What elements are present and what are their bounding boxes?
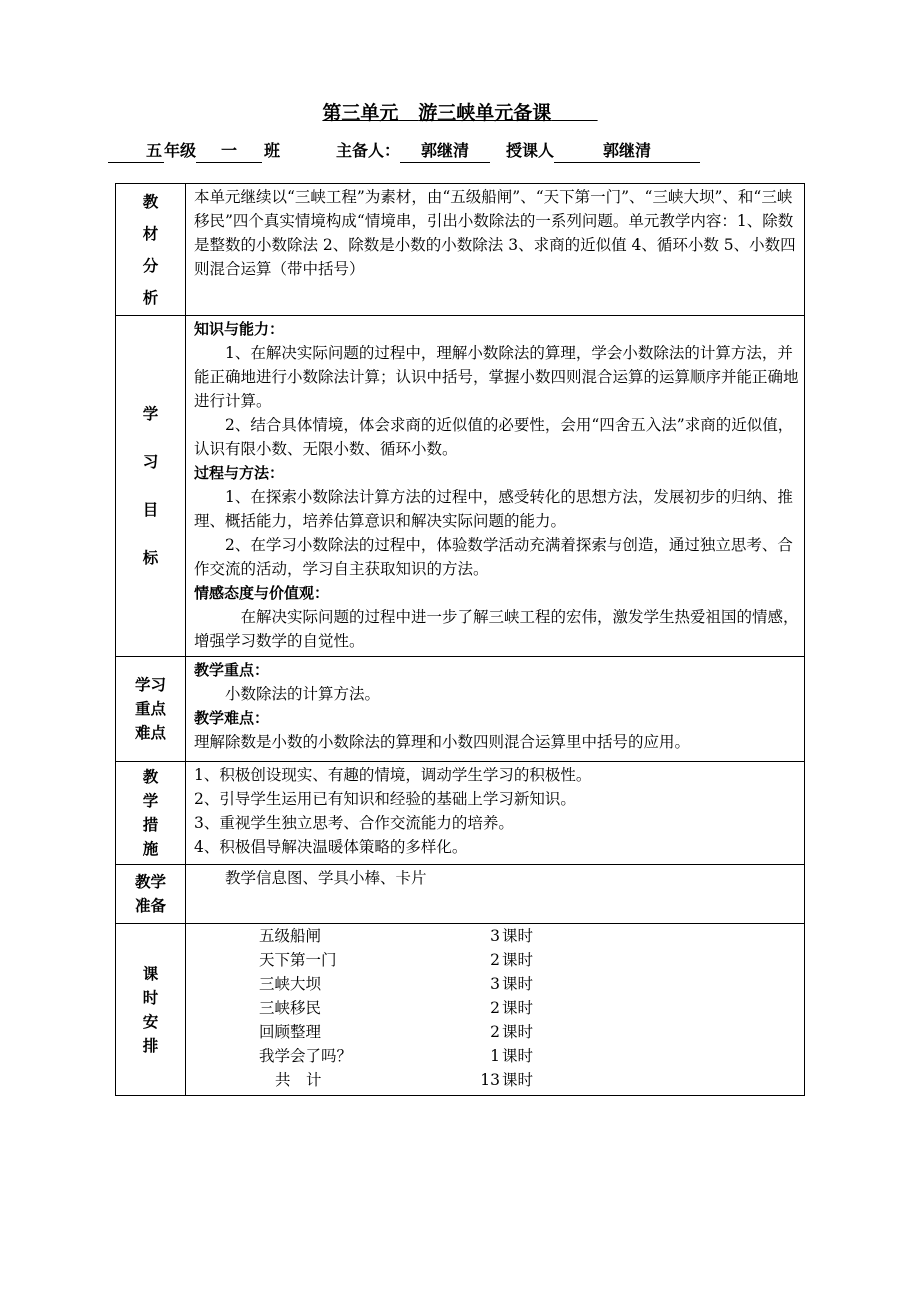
- lesson-plan-table: [115, 183, 805, 1096]
- knowledge-heading: 知识与能力：: [194, 320, 285, 338]
- teacher-name: 郭继清: [554, 138, 700, 163]
- process-heading: 过程与方法：: [194, 464, 285, 482]
- grade-value: 五: [108, 138, 164, 163]
- keypoints-row: [116, 657, 805, 762]
- unit-title: 游三峡单元备课: [418, 102, 552, 124]
- objectives-row: [116, 316, 805, 657]
- preparation-content: [186, 865, 805, 924]
- knowledge-item-2: 2、结合具体情境，体会求商的近似值的必要性，会用“四舍五入法”求商的近似值，认识有限小数、无限小数、循环小数。: [194, 416, 794, 458]
- measure-item: 4、积极倡导解决温暖体策略的多样化。: [194, 838, 468, 856]
- grade-label: 年级: [164, 141, 197, 160]
- schedule-table: [259, 924, 533, 1092]
- schedule-item: 五级船闸 3 课时: [259, 927, 534, 945]
- preparer-label: 主备人：: [336, 141, 401, 160]
- difficulty-text: 理解除数是小数的小数除法的算理和小数四则混合运算里中括号的应用。: [194, 733, 691, 751]
- difficulty-heading: 教学难点：: [194, 709, 270, 727]
- objectives-label: 学 习 目 标: [116, 316, 186, 657]
- measure-item: 1、积极创设现实、有趣的情境，调动学生学习的积极性。: [194, 766, 592, 784]
- teacher-label: 授课人: [506, 141, 555, 160]
- preparation-row: [116, 865, 805, 924]
- preparation-text: 教学信息图、学具小棒、卡片: [225, 869, 427, 887]
- process-item-2: 2、在学习小数除法的过程中，体验数学活动充满着探索与创造，通过独立思考、合作交流的活动，学习自主获取知识的方法。: [194, 536, 793, 578]
- keypoints-label: 学习 重点 难点: [116, 657, 186, 762]
- preparer-name: 郭继清: [400, 138, 490, 163]
- page-title: [0, 98, 920, 125]
- schedule-content: [186, 924, 805, 1096]
- schedule-item: 三峡大坝 3 课时: [259, 975, 534, 993]
- schedule-item: 回顾整理 2 课时: [259, 1023, 534, 1041]
- unit-number: 第三单元: [322, 102, 399, 124]
- keypoints-content: [186, 657, 805, 762]
- measure-item: 3、重视学生独立思考、合作交流能力的培养。: [194, 814, 514, 832]
- class-value: 一: [196, 138, 262, 163]
- material-label: 教 材 分 析: [116, 184, 186, 316]
- key-heading: 教学重点：: [194, 661, 270, 679]
- schedule-row: [116, 924, 805, 1096]
- header-meta: [108, 138, 700, 163]
- knowledge-item-1: 1、在解决实际问题的过程中，理解小数除法的算理，学会小数除法的计算方法，并能正确地进行小数除法计算；认识中括号，掌握小数四则混合运算的运算顺序并能正确地进行计算。: [194, 344, 799, 410]
- schedule-item: 天下第一门 2 课时: [259, 951, 534, 969]
- process-item-1: 1、在探索小数除法计算方法的过程中，感受转化的思想方法，发展初步的归纳、推理、概括能力，培养估算意识和解决实际问题的能力。: [194, 488, 793, 530]
- measure-item: 2、引导学生运用已有知识和经验的基础上学习新知识。: [194, 790, 576, 808]
- attitude-item: 在解决实际问题的过程中进一步了解三峡工程的宏伟，激发学生热爱祖国的情感，增强学习数学的自觉性。: [194, 608, 799, 650]
- objectives-content: [186, 316, 805, 657]
- material-text: 本单元继续以“三峡工程”为素材，由“五级船闸”、“天下第一门”、“三峡大坝”、和“三峡移民”四个真实情境构成“情境串，引出小数除法的一系列问题。单元教学内容：1、除数是整数的小数除法 2、除数是小数的小数除法 3、求商的近似值 4、循环小数 5、小数四则混合运算（带中括号）: [186, 184, 805, 316]
- schedule-label: 课 时 安 排: [116, 924, 186, 1096]
- schedule-item: 三峡移民 2 课时: [259, 999, 534, 1017]
- attitude-heading: 情感态度与价值观：: [194, 584, 330, 602]
- preparation-label: 教学 准备: [116, 865, 186, 924]
- measures-label: 教 学 措 施: [116, 762, 186, 865]
- measures-content: [186, 762, 805, 865]
- class-label: 班: [264, 141, 281, 160]
- key-text: 小数除法的计算方法。: [225, 685, 381, 703]
- schedule-total: 共 计 13 课时: [275, 1071, 534, 1089]
- schedule-item: 我学会了吗？ 1 课时: [259, 1047, 534, 1065]
- material-row: [116, 184, 805, 316]
- measures-row: [116, 762, 805, 865]
